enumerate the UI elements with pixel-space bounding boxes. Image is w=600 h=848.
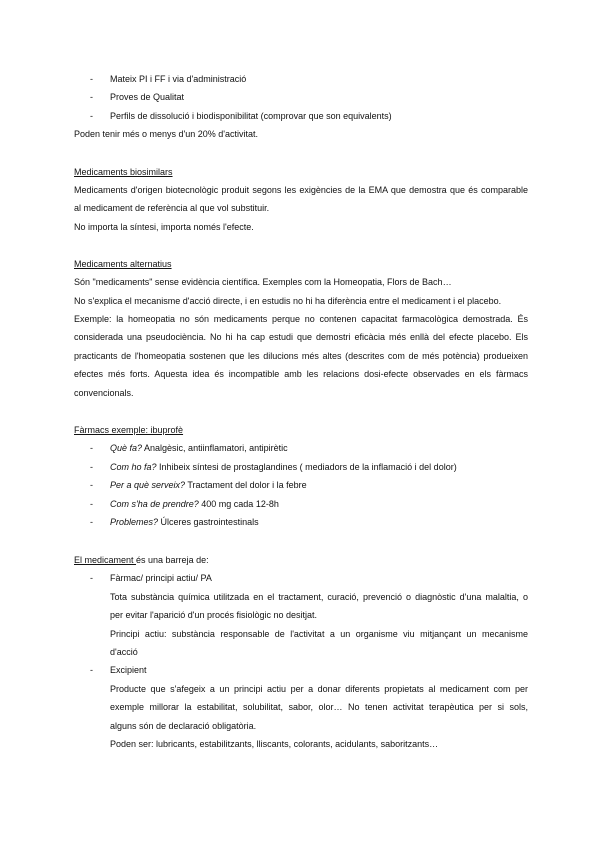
qa-question: Problemes? — [110, 517, 159, 527]
qa-answer: Tractament del dolor i la febre — [185, 480, 307, 490]
qa-answer: Inhibeix síntesi de prostaglandines ( mediadors de la inflamació i del dolor) — [156, 462, 457, 472]
qa-item — [110, 461, 528, 473]
excipient-label: Excipient — [110, 665, 147, 675]
paragraph-line: practicants de l'homeopatia sostenen que les dilucions més altes (descrites com de més potència) produeixen — [74, 351, 528, 361]
paragraph-line: Medicaments d'origen biotecnològic produit segons les exigències de la EMA que demostra que és comparable — [74, 185, 528, 195]
bullet-text: Proves de Qualitat — [110, 92, 185, 102]
paragraph-line: convencionals. — [74, 388, 134, 398]
qa-question: Per a què serveix? — [110, 480, 186, 490]
qa-question: Què fa? — [110, 443, 143, 453]
section-heading-biosimilars: Medicaments biosimilars — [74, 167, 173, 177]
qa-question: Com s'ha de prendre? — [110, 499, 199, 509]
qa-answer: 400 mg cada 12-8h — [198, 499, 279, 509]
paragraph-line: Tota substància química utilitzada en el tractament, curació, prevenció o diagnòstic d'una malaltia, o — [110, 592, 528, 602]
section-heading-exemple: Fàrmacs exemple: ibuprofè — [74, 425, 184, 435]
paragraph-line: per evitar l'aparició d'un procés fisiològic no desitjat. — [110, 610, 318, 620]
paragraph-line: Principi actiu: substància responsable de l'activitat a un organisme viu mitjançant un mecanisme — [110, 629, 528, 639]
bullet-text: Perfils de dissolució i biodisponibilitat (comprovar que son equivalents) — [110, 111, 392, 121]
paragraph-line: d'acció — [110, 647, 138, 657]
paragraph-line: exemple millorar la estabilitat, solubilitat, sabor, olor… No tenen activitat terapèutica per si sols, — [110, 702, 528, 712]
qa-item — [110, 442, 528, 454]
farmac-label: Fàrmac/ principi actiu/ PA — [110, 573, 212, 583]
bullet-dash: - — [90, 443, 93, 453]
bullet-dash: - — [90, 665, 93, 675]
bullet-dash: - — [90, 573, 93, 583]
bullet-dash: - — [90, 499, 93, 509]
section-heading-alternatius: Medicaments alternatius — [74, 259, 172, 269]
paragraph-line: al medicament de referència al que vol substituir. — [74, 203, 270, 213]
qa-answer: Úlceres gastrointestinals — [158, 517, 259, 527]
medicament-intro-text: és una barreja de: — [136, 555, 209, 565]
paragraph-line: efectes més forts. Aquesta idea és incompatible amb les relacions dosi-efecte observades en els fàrmacs — [74, 369, 528, 379]
qa-answer: Analgèsic, antiinflamatori, antipirètic — [142, 443, 288, 453]
bullet-dash: - — [90, 92, 93, 102]
qa-question: Com ho fa? — [110, 462, 157, 472]
qa-item — [110, 516, 528, 528]
qa-item — [110, 479, 528, 491]
bullet-dash: - — [90, 462, 93, 472]
paragraph-line: alguns són de declaració obligatòria. — [110, 721, 257, 731]
paragraph-line: No importa la síntesi, importa només l'efecte. — [74, 222, 254, 232]
paragraph-line: No s'explica el mecanisme d'acció directe, i en estudis no hi ha diferència entre el medicament i el placebo. — [74, 296, 502, 306]
section-heading-medicament: El medicament — [74, 555, 137, 565]
bullet-text: Mateix PI i FF i via d'administració — [110, 74, 247, 84]
note-paragraph: Poden tenir més o menys d'un 20% d'activitat. — [74, 129, 259, 139]
qa-item — [110, 498, 528, 510]
paragraph-line: Exemple: la homeopatia no són medicaments perque no contenen capacitat farmacològica demostrada. És — [74, 314, 528, 324]
paragraph-line: Producte que s'afegeix a un principi actiu per a donar diferents propietats al medicament com per — [110, 684, 528, 694]
paragraph-line: considerada una pseudociència. No hi ha cap estudi que demostri eficàcia més enllà del efecte placebo. Els — [74, 332, 528, 342]
paragraph-line: Són "medicaments" sense evidència científica. Exemples com la Homeopatia, Flors de Bach… — [74, 277, 452, 287]
bullet-dash: - — [90, 74, 93, 84]
bullet-dash: - — [90, 517, 93, 527]
bullet-dash: - — [90, 111, 93, 121]
medicament-intro — [74, 554, 528, 566]
paragraph-line: Poden ser: lubricants, estabilitzants, lliscants, colorants, acidulants, saboritzants… — [110, 739, 439, 749]
bullet-dash: - — [90, 480, 93, 490]
